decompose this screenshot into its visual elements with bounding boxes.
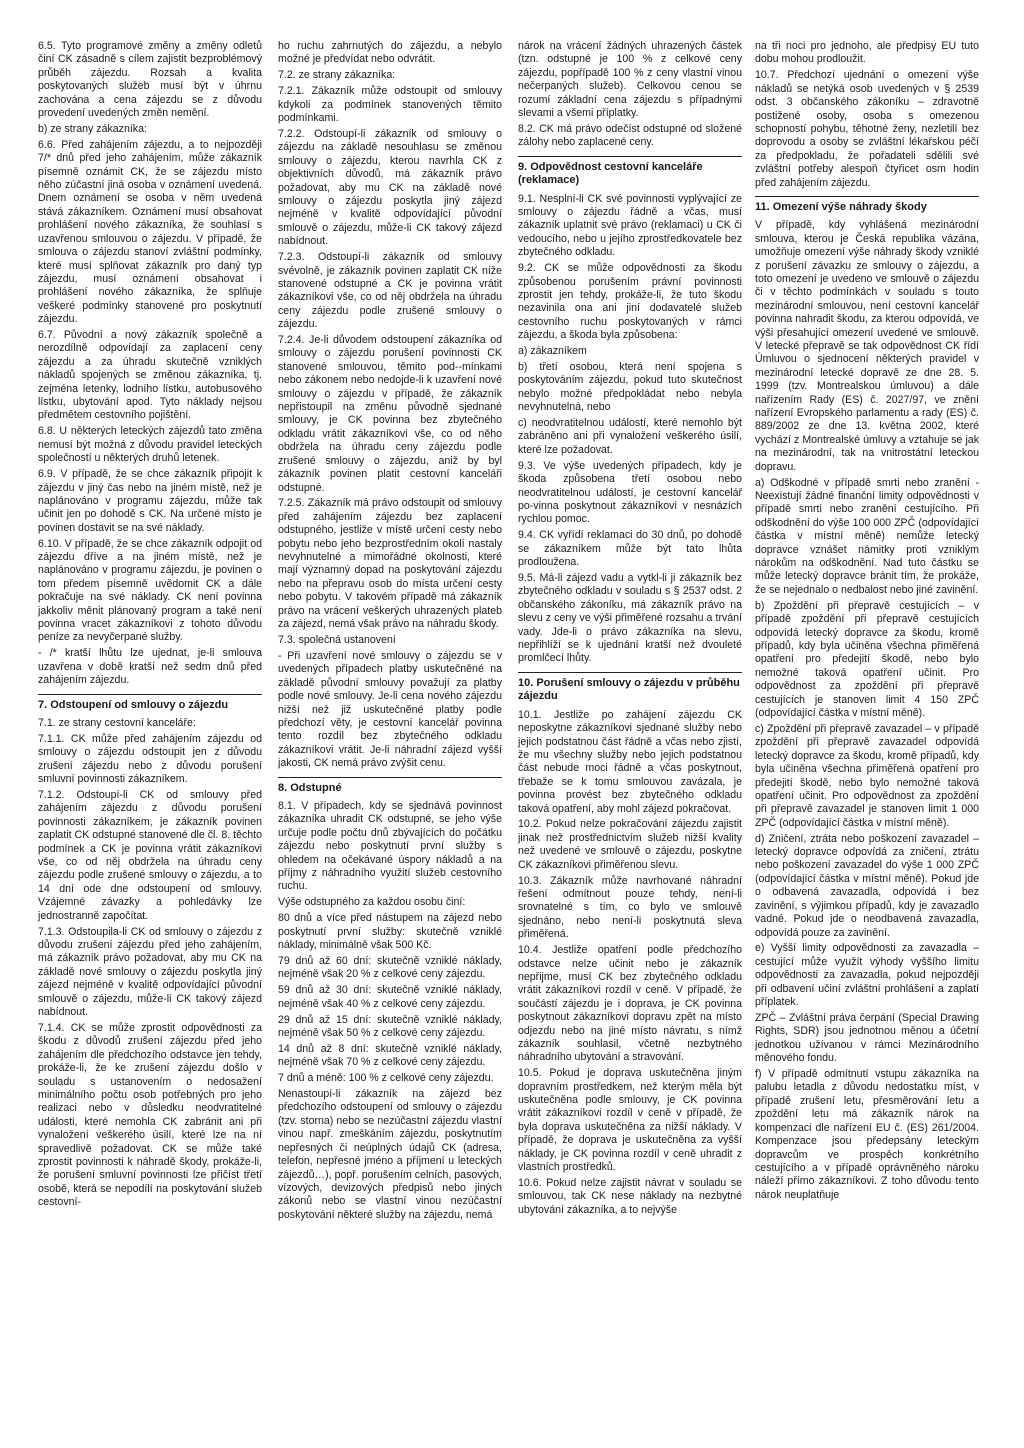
paragraph: 7.2. ze strany zákazníka: <box>278 69 396 82</box>
paragraph: 6.10. V případě, že se chce zákazník odpojit od zájezdu dříve a na jiném místě, než je naplánováno v programu zájezdu, je povinen o tom předem písemně uvědomit CK a dále pokračuje na své náklady. CK není povinna jakkoliv měnit plánovaný program a také není povinna vracet zákazníkovi z tohoto důvodu peníze za nevyčerpané služby. <box>38 537 262 644</box>
paragraph: 7.1.4. CK se může zprostit odpovědnosti za škodu z důvodů zrušení zájezdu před jeho zahájením dle předchozího odstavce jen tehdy, prokáže-li, že ke zrušení zájezdu došlo v souladu s ustanovením o nedosažení minimálního počtu osob potřebných pro jeho realizaci nebo v důsledku neodvratitelné události, které nemohla CK zabránit ani při vynaložení veškerého úsilí, které lze na ní spravedlivě požadovat. CK se může také zprostit povinnosti k náhradě škody, prokáže-li, že porušení smluvní povinnosti lze přičíst třetí osobě, která se nepodílí na poskytování služeb cestovní- <box>38 1021 262 1209</box>
paragraph: 7.1.2. Odstoupí-li CK od smlouvy před zahájením zájezdu z důvodu porušení povinnosti zákazníkem, je zákazník povinen zaplatit CK odstupné stanovené dle čl. 8. těchto podmínek a CK je povinna vrátit zákazníkovi vše, co od něj obdržela na úhradu ceny zájezdu podle zrušené smlouvy o zájezdu, a to 14 dní ode dne odstoupení od smlouvy. Vzájemné závazky a pohledávky lze jednostranně započítat. <box>38 789 262 922</box>
paragraph: Nenastoupí-li zákazník na zájezd bez předchozího odstoupení od smlouvy o zájezdu (tzv. storna) nebo se nezúčastní zájezdu vlastní vinou např. zmeškáním zájezdu, poskytnutím nepřesných či neúplných údajů CK (adresa, telefon, nepřesné jméno a příjmení u leteckých zájezdů…), popř. porušením celních, pasových, vízových, devizových předpisů nebo jiných zákonů nebo se vlastní vinou nezúčastní poskytování některé služby na zájezdu, nemá <box>278 1088 502 1221</box>
paragraph: 14 dnů až 8 dní: skutečně vzniklé náklady, nejméně však 70 % z celkové ceny zájezdu. <box>278 1042 502 1069</box>
paragraph: 7.3. společná ustanovení <box>278 633 396 646</box>
paragraph: 7.2.2. Odstoupí-li zákazník od smlouvy o zájezdu na základě nesouhlasu se změnou smlouvy o zájezdu, kterou navrhla CK z objektivních důvodů, má zákazník právo požadovat, aby mu CK na základě nové smlouvy o zájezdu poskytla jiný zájezd nejméně v kvalitě odpovídající původní smlouvě o zájezdu, může-li CK takový zájezd nabídnout. <box>278 127 502 248</box>
section-heading: 11. Omezení výše náhrady škody <box>755 196 979 214</box>
section-heading: 7. Odstoupení od smlouvy o zájezdu <box>38 694 262 712</box>
paragraph: 9.4. CK vyřídí reklamaci do 30 dnů, po dohodě se zákazníkem může být tato lhůta prodloužena. <box>518 529 742 569</box>
text-column-1 <box>38 40 262 1420</box>
paragraph: b) ze strany zákazníka: <box>38 122 147 135</box>
paragraph: 7 dnů a méně: 100 % z celkové ceny zájezdu. <box>278 1072 494 1085</box>
paragraph: - Při uzavření nové smlouvy o zájezdu se v uvedených případech platby uskutečněné na základě původní smlouvy považují za platby podle nové smlouvy. Je-li cena nového zájezdu nižší než již uskutečněné platby podle předchozí věty, je cestovní kancelář povinna tento rozdíl bez zbytečného odkladu zákazníkovi vrátit. Je-li náhradní zájezd vyšší jakosti, CK nemá právo zvýšit cenu. <box>278 649 502 770</box>
paragraph: na tři noci pro jednoho, ale předpisy EU tuto dobu mohou prodloužit. <box>755 40 979 66</box>
paragraph: 9.2. CK se může odpovědnosti za škodu způsobenou porušením právní povinnosti zprostit jen tehdy, prokáže-li, že tuto škodu nezavinila ona ani jiní dodavatelé služeb cestovního ruchu poskytovaných v rámci zájezdu, a škoda byla způsobena: <box>518 262 742 342</box>
paragraph: 6.7. Původní a nový zákazník společně a nerozdílně odpovídají za zaplacení ceny zájezdu a za úhradu skutečně vzniklých nákladů spojených se změnou zákazníka, tj. zejména letenky, lodního lístku, autobusového lístku, ubytování apod. Tyto náklady nejsou předmětem cestovního pojištění. <box>38 329 262 422</box>
paragraph: 79 dnů až 60 dní: skutečně vzniklé náklady, nejméně však 20 % z celkové ceny zájezdu. <box>278 954 502 981</box>
paragraph: 10.7. Předchozí ujednání o omezení výše nákladů se netýká osob uvedených v § 2539 odst. 3 občanského zákoníku – zdravotně postižené osoby, osoba s omezenou schopností pohybu, těhotné ženy, nezletilí bez doprovodu a osoby se zvláštní lékařskou péčí za předpokladu, že pořadateli sdělili své zvláštní potřeby alespoň čtyřicet osm hodin před zahájením zájezdu. <box>755 69 979 189</box>
paragraph: ZPČ – Zvláštní práva čerpání (Special Drawing Rights, SDR) jsou jednotnou měnou a účetní jednotkou užívanou v rámci Mezinárodního měnového fondu. <box>755 1011 979 1065</box>
paragraph: 7.1.3. Odstoupila-li CK od smlouvy o zájezdu z důvodu zrušení zájezdu před jeho zahájením, má zákazník právo požadovat, aby mu CK na základě nové smlouvy o zájezdu poskytla jiný zájezd nejméně v kvalitě odpovídající původní smlouvě o zájezdu, může-li CK takový zájezd nabídnout. <box>38 925 262 1019</box>
paragraph: 10.1. Jestliže po zahájení zájezdu CK neposkytne zákazníkovi sjednané služby nebo jejich podstatnou část řádně a včas nebo zjistí, že mu všechny služby nebo jejich podstatnou část nebude moci řádně a včas poskytnout, třebaže se k tomu smlouvou zavázala, je povinna provést bez zbytečného odkladu taková opatření, aby mohl zájezd pokračovat. <box>518 708 742 815</box>
text-column-4 <box>755 40 979 1420</box>
paragraph: c) Zpoždění při přepravě zavazadel – v případě zpoždění při přepravě zavazadel odpovídá letecký dopravce za škodu, kromě případů, kdy byla učiněna všechna přiměřená opatření pro předejití škodě, nebo bylo nemožné taková opatření učinit. Pro odpovědnost za zpoždění při přepravě zavazadel je stanoven limit 1 000 ZPČ (odpovídající částka v místní měně). <box>755 722 979 829</box>
paragraph: 6.5. Tyto programové změny a změny odletů činí CK zásadně s cílem zajistit bezproblémový průběh zájezdu. Rozsah a kvalita poskytovaných služeb musí být v úhrnu zachována a cena zájezdu se z důvodu provedení uvedených změn nemění. <box>38 40 262 120</box>
paragraph: 10.2. Pokud nelze pokračování zájezdu zajistit jinak než prostřednictvím služeb nižší kvality než uvedené ve smlouvě o zájezdu, poskytne CK zákazníkovi přiměřenou slevu. <box>518 818 742 871</box>
paragraph: 10.5. Pokud je doprava uskutečněna jiným dopravním prostředkem, než kterým měla být uskutečněna podle smlouvy, je CK povinna vrátit zákazníkovi rozdíl v ceně v případě, že byla doprava uskutečněna za nižší náklady. V případě, že doprava je uskutečněna za vyšší náklady, je CK povinna rozdíl v ceně uhradit z vlastních prostředků. <box>518 1067 742 1174</box>
paragraph: 29 dnů až 15 dní: skutečně vzniklé náklady, nejméně však 50 % z celkové ceny zájezdu. <box>278 1013 502 1039</box>
paragraph: a) Odškodné v případě smrti nebo zranění - Neexistují žádné finanční limity odpovědnosti v případě smrti nebo zranění cestujícího. Při odškodnění do výše 100 000 ZPČ (odpovídající částka v místní měně) nemůže letecký dopravce vznášet námitky proti vzniklým nárokům na odškodnění. Nad tuto částku se může letecký dopravce bránit tím, že prokáže, že se nejednalo o nedbalost nebo jiné zavinění. <box>755 476 979 596</box>
paragraph: 7.2.5. Zákazník má právo odstoupit od smlouvy před zahájením zájezdu bez zaplacení odstupného, jestliže v místě určení cesty nebo pobytu nebo jeho bezprostředním okolí nastaly nevyhnutelné a mimořádné okolnosti, které mají významný dopad na poskytování zájezdu nebo na přepravu osob do místa určení cesty nebo pobytu. V takovém případě má zákazník právo na vrácení veškerých uhrazených plateb za zájezd, nemá však právo na náhradu škody. <box>278 497 502 631</box>
section-heading: 9. Odpovědnost cestovní kanceláře (reklamace) <box>518 156 742 188</box>
paragraph: f) V případě odmítnutí vstupu zákazníka na palubu letadla z důvodu nedostatku míst, v případě zrušení letu, přesměrování letu a zpoždění letu má zákazník nárok na kompenzaci dle nařízení EU č. (ES) 261/2004. Kompenzace jsou předepsány leteckým dopravcům ve prospěch konkrétního cestujícího a v případě oprávněného nároku náleží přímo zákazníkovi. Z toho důvodu tento nárok neuplatňuje <box>755 1068 979 1201</box>
section-heading: 8. Odstupné <box>278 777 502 795</box>
paragraph: 7.2.4. Je-li důvodem odstoupení zákazníka od smlouvy o zájezdu porušení povinnosti CK stanovené smlouvou, těmito pod--mínkami nebo zákonem nebo nedojde-li k uzavření nové smlouvy o zájezdu v případě, že zákazník nepřistoupil na změnu původně sjednané smlouvy, je CK povinna bez zbytečného odkladu vrátit zákazníkovi vše, co od něho obdržela na úhradu ceny zájezdu podle zrušené smlouvy o zájezdu, aniž by byl zákazník povinen platit cestovní kanceláři odstupné. <box>278 334 502 494</box>
paragraph: 6.6. Před zahájením zájezdu, a to nejpozději 7/* dnů před jeho zahájením, může zákazník písemně oznámit CK, že se zájezdu místo něho zúčastní jiná osoba v oznámení uvedená. Dnem oznámení se osoba v něm uvedená stává zákazníkem. Oznámení musí obsahovat prohlášení nového zákazníka, že souhlasí s uzavřenou smlouvou o zájezdu. V případě, že smlouva o zájezdu stanoví zvláštní podmínky, které musí splňovat zákazník pro daný typ zájezdu, musí oznámení obsahovat i prohlášení nového zákazníka, že splňuje veškeré podmínky stanovené pro poskytnutí zájezdu. <box>38 138 262 326</box>
text-column-2 <box>278 40 502 1420</box>
paragraph: d) Zničení, ztráta nebo poškození zavazadel – letecký dopravce odpovídá za zničení, ztrátu nebo poškození zavazadel do výše 1 000 ZPČ (odpovídající částka v místní měně). Pokud jde o odbavená zavazadla, odpovídá i bez zavinění, s výjimkou případů, kdy je zavazadlo vadné. Pokud jde o neodbavená zavazadla, odpovídá pouze za zavinění. <box>755 832 979 939</box>
paragraph: 6.9. V případě, že se chce zákazník připojit k zájezdu v jiný čas nebo na jiném místě, než je naplánováno v programu zájezdu, může tak učinit jen po dohodě s CK. Na určené místo je povinen dostavit se na své náklady. <box>38 468 262 534</box>
paragraph: 8.1. V případech, kdy se sjednává povinnost zákazníka uhradit CK odstupné, se jeho výše určuje podle počtu dnů zbývajících do počátku zájezdu nebo poskytnutí první služby s ohledem na očekávané úspory nákladů a na příjmy z náhradního využití služeb cestovního ruchu. <box>278 799 502 893</box>
paragraph: 7.1.1. CK může před zahájením zájezdu od smlouvy o zájezdu odstoupit jen z důvodu zrušení zájezdu nebo z důvodu porušení smluvní povinnosti zákazníkem. <box>38 732 262 786</box>
paragraph: e) Vyšší limity odpovědnosti za zavazadla – cestující může využít výhody vyššího limitu odpovědnosti za zavazadla, pokud nejpozději při odbavení učiní zvláštní prohlášení a zaplatí příplatek. <box>755 942 979 1009</box>
paragraph: c) neodvratitelnou událostí, které nemohlo být zabráněno ani při vynaložení veškerého úsilí, které lze požadovat. <box>518 417 742 456</box>
paragraph: 7.2.1. Zákazník může odstoupit od smlouvy kdykoli za podmínek stanovených těmito podmínkami. <box>278 85 502 125</box>
paragraph: 9.3. Ve výše uvedených případech, kdy je škoda způsobena třetí osobou nebo neodvratitelnou událostí, je cestovní kancelář po-vinna poskytnout zákazníkovi v nesnázích rychlou pomoc. <box>518 459 742 526</box>
paragraph: 9.5. Má-li zájezd vadu a vytkl-li ji zákazník bez zbytečného odkladu v souladu s § 2537 odst. 2 občanského zákoníku, má zákazník právo na slevu z ceny ve výši přiměřené rozsahu a trvání vady. Jde-li o právo zákazníka na slevu, nepřihlíží se k ujednání kratší než dvouleté promlčecí lhůty. <box>518 572 742 665</box>
section-heading: 10. Porušení smlouvy o zájezdu v průběhu zájezdu <box>518 672 742 704</box>
paragraph: 10.6. Pokud nelze zajistit návrat v souladu se smlouvou, tak CK nese náklady na nezbytné ubytování zákazníka, a to nejvýše <box>518 1177 742 1216</box>
paragraph: 7.1. ze strany cestovní kanceláře: <box>38 717 196 729</box>
paragraph: nárok na vrácení žádných uhrazených částek (tzn. odstupné je 100 % z celkové ceny zájezdu, popřípadě 100 % z ceny vlastní vinou nečerpaných služeb). Celkovou cenou se rozumí základní cena zájezdu s případnými slevami a všemi příplatky. <box>518 40 742 120</box>
paragraph: 9.1. Nesplní-li CK své povinnosti vyplývající ze smlouvy o zájezdu řádně a včas, musí zákazník uplatnit své právo (reklamaci) u CK či vedoucího, nebo u jejího zprostředkovatele bez zbytečného odkladu. <box>518 192 742 259</box>
text-column-3 <box>518 40 742 1420</box>
paragraph: 10.3. Zákazník může navrhované náhradní řešení odmítnout pouze tehdy, není-li srovnatelné s tím, co bylo ve smlouvě sjednáno, nebo není-li poskytnutá sleva přiměřená. <box>518 874 742 941</box>
paragraph: - /* kratší lhůtu lze ujednat, je-li smlouva uzavřena v době kratší než sedm dnů před zahájením zájezdu. <box>38 647 262 687</box>
paragraph: Výše odstupného za každou osobu činí: <box>278 896 466 909</box>
paragraph: 8.2. CK má právo odečíst odstupné od složené zálohy nebo zaplacené ceny. <box>518 122 742 149</box>
paragraph: 7.2.3. Odstoupí-li zákazník od smlouvy svévolně, je zákazník povinen zaplatit CK níže stanovené odstupné a CK je povinna vrátit zákazníkovi vše, co od něj obdržela na úhradu ceny zájezdu podle zrušené smlouvy o zájezdu. <box>278 251 502 331</box>
paragraph: a) zákazníkem <box>518 345 587 358</box>
paragraph: 10.4. Jestliže opatření podle předchozího odstavce nelze učinit nebo je zákazník nepřijme, musí CK bez zbytečného odkladu vrátit zákazníkovi rozdíl v ceně. V případě, že součástí zájezdu je i doprava, je CK povinna poskytnout zákazníkovi dopravu zpět na místo odjezdu nebo na jiné místo návratu, s nímž zákazník souhlasil, včetně nezbytného náhradního ubytování a stravování. <box>518 944 742 1064</box>
paragraph: b) Zpoždění při přepravě cestujících – v případě zpoždění při přepravě cestujících odpovídá letecký dopravce za škodu, kromě případů, kdy byla učiněna všechna přiměřená opatření pro předejití škodě, nebo bylo nemožné taková opatření učinit. Pro odpovědnost za zpoždění při přepravě cestujících je stanoven limit 4 150 ZPČ (odpovídající částka v místní měně). <box>755 599 979 719</box>
paragraph: b) třetí osobou, která není spojena s poskytováním zájezdu, pokud tuto skutečnost nebylo možné předpokládat nebo nebyla nevyhnutelná, nebo <box>518 360 742 414</box>
paragraph: ho ruchu zahrnutých do zájezdu, a nebylo možné je předvídat nebo odvrátit. <box>278 40 502 66</box>
paragraph: V případě, kdy vyhlášená mezinárodní smlouva, kterou je Česká republika vázána, umožňuje omezení výše náhrady škody vzniklé z porušení závazku ze smlouvy o zájezdu, a toto omezení je uvedeno ve smlouvě o zájezdu či v těchto podmínkách v souladu s touto mezinárodní smlouvou, není cestovní kancelář povinna nahradit škodu, za kterou odpovídá, ve výši přesahující omezení uvedené ve smlouvě. V letecké přepravě se tak odpovědnost CK řídí Úmluvou o sjednocení některých pravidel v mezinárodní letecké dopravě ze dne 28. 5. 1999 (tzv. Montrealskou úmluvou) a dále nařízením Rady (ES) č. 2027/97, ve znění nařízení Evropského parlamentu a rady (ES) č. 889/2002 ze dne 13. května 2002, které vychází z Montrealské úmluvy a vztahuje se jak na mezinárodní, tak na vnitrostátní leteckou dopravu. <box>755 219 979 473</box>
paragraph: 80 dnů a více před nástupem na zájezd nebo poskytnutí první služby: skutečně vzniklé náklady, minimálně však 500 Kč. <box>278 912 502 951</box>
paragraph: 59 dnů až 30 dní: skutečně vzniklé náklady, nejméně však 40 % z celkové ceny zájezdu. <box>278 984 502 1010</box>
paragraph: 6.8. U některých leteckých zájezdů tato změna nemusí být možná z důvodu pravidel leteckých společností u některých druhů letenek. <box>38 425 262 465</box>
